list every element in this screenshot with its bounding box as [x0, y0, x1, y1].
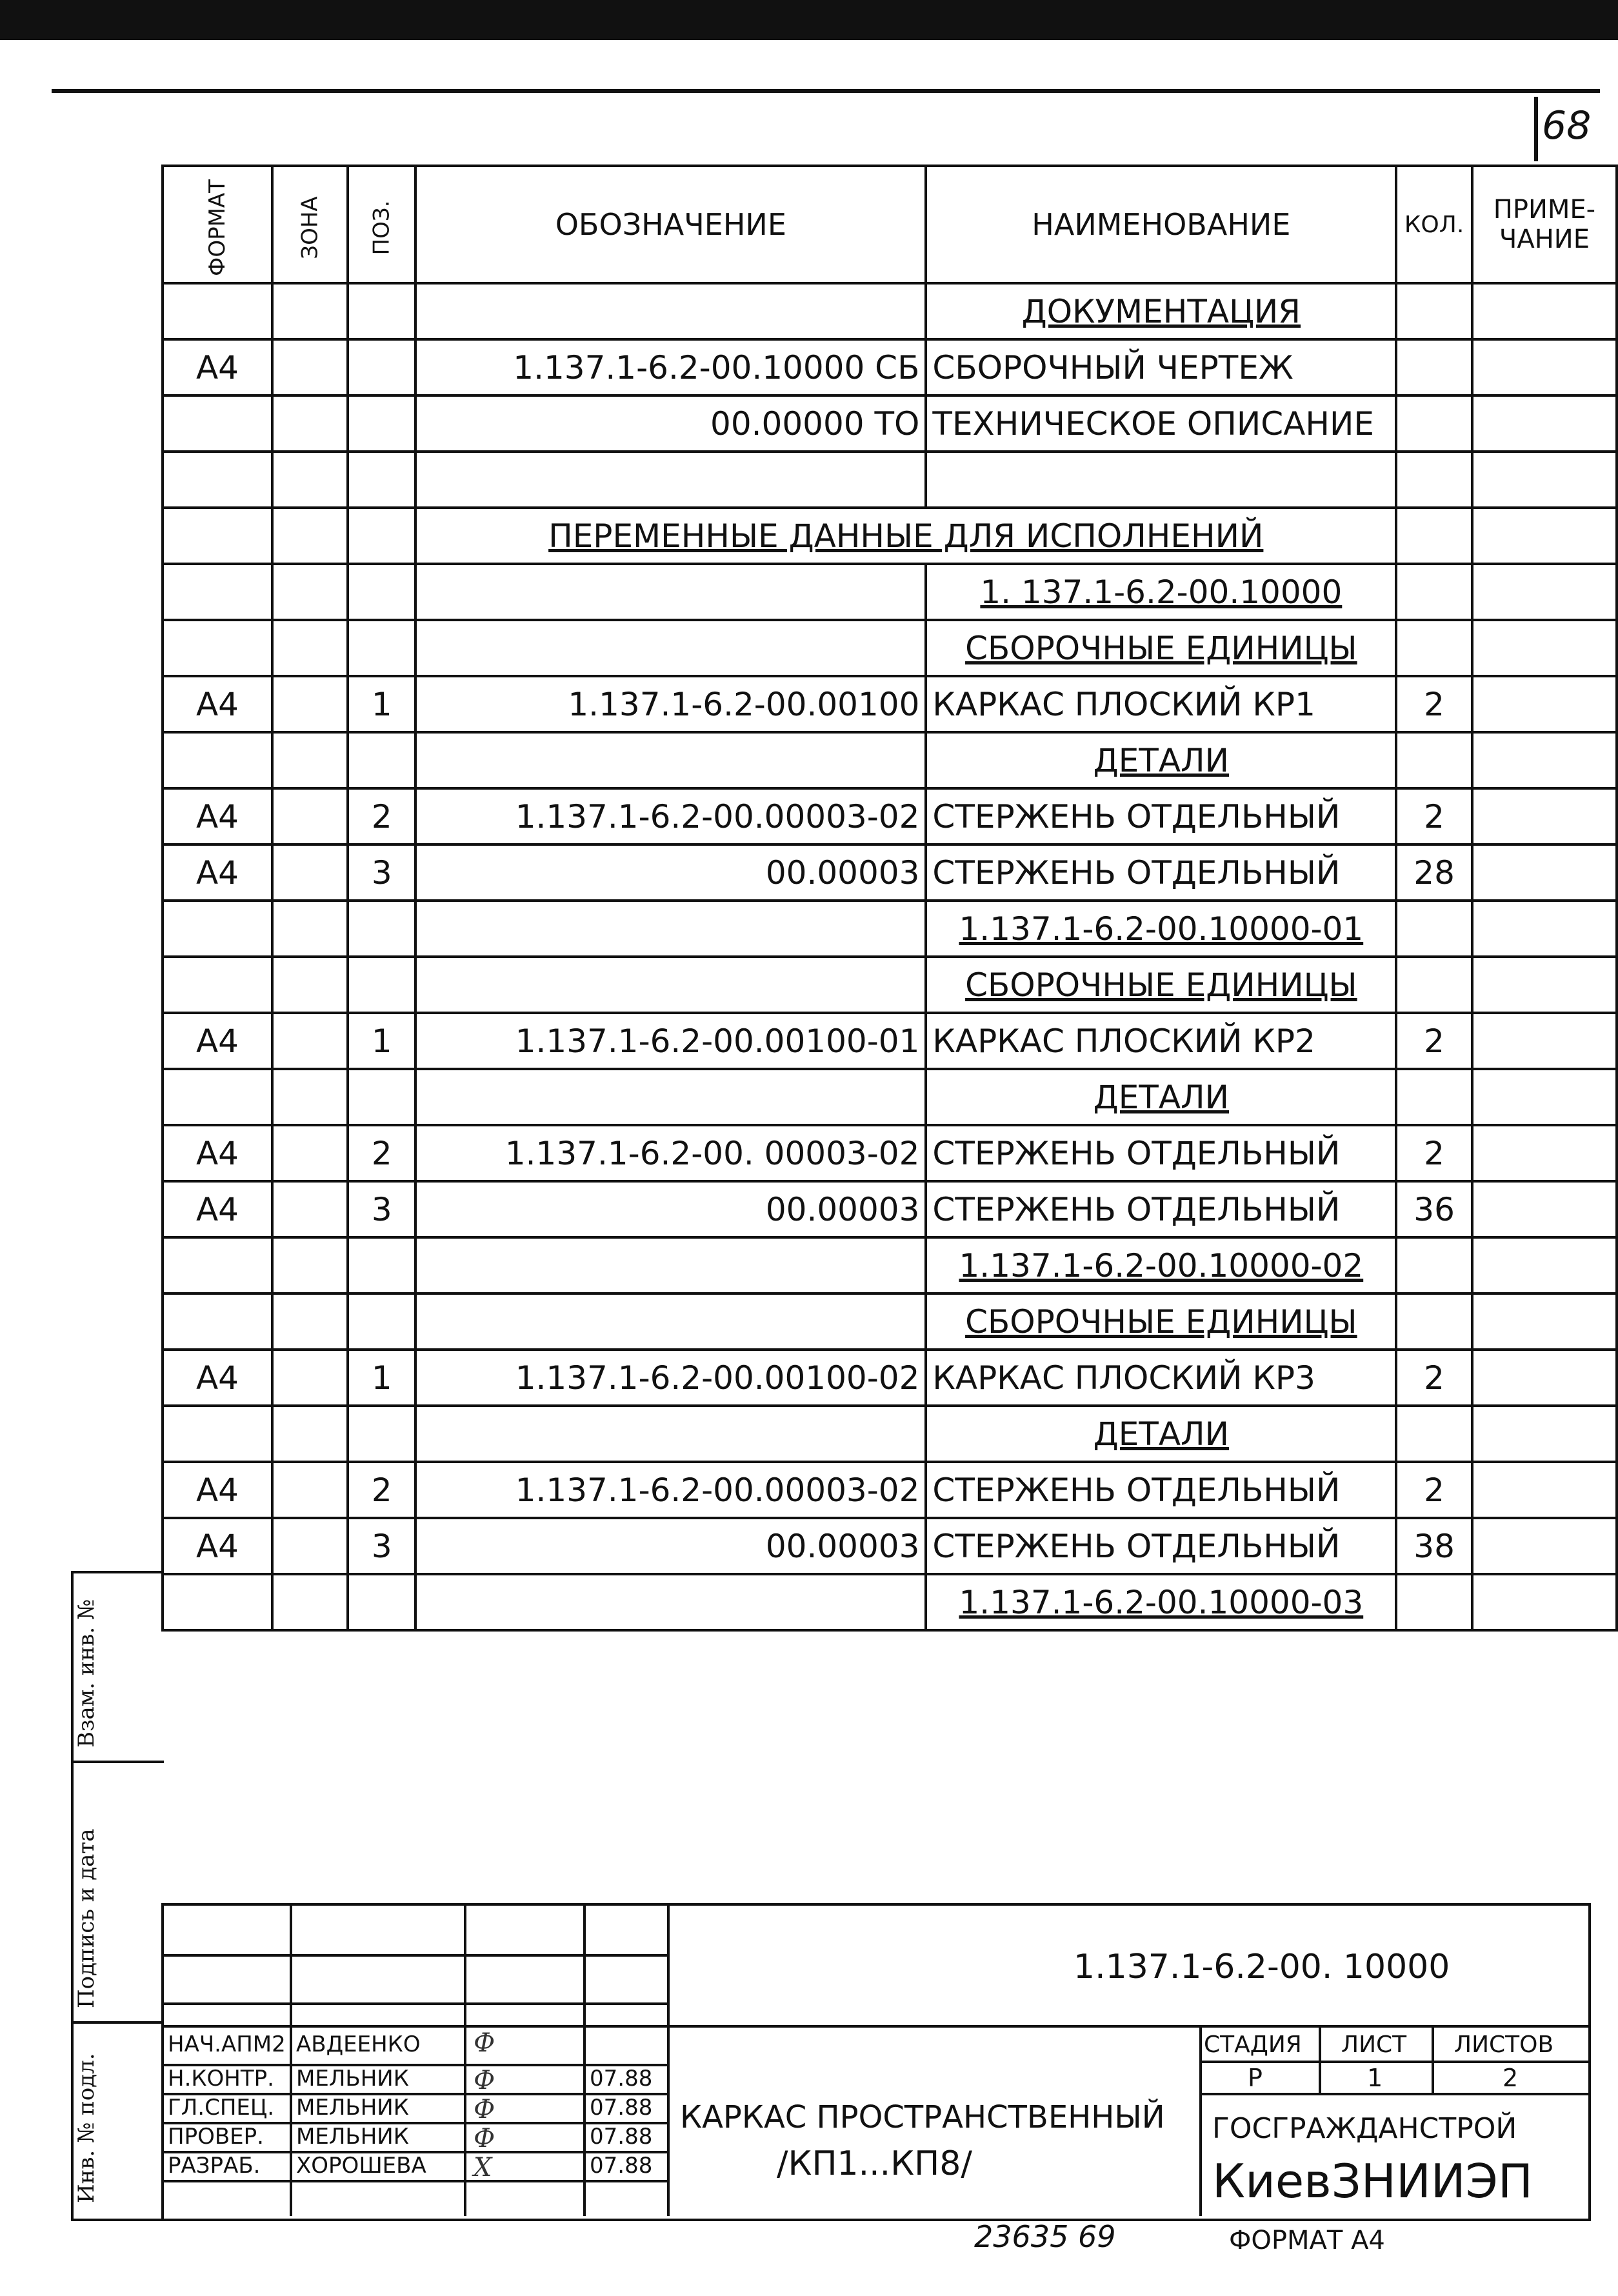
cell-note — [1472, 844, 1617, 901]
cell-zone — [272, 1293, 348, 1350]
cell-format — [163, 1069, 272, 1125]
cell-qty: 2 — [1396, 1125, 1472, 1181]
signature-4: Ф — [474, 2124, 495, 2153]
cell-note — [1472, 564, 1617, 620]
cell-designation: 1.137.1-6.2-00.00003-02 — [415, 788, 926, 844]
cell-designation — [415, 452, 926, 508]
cell-qty: 2 — [1396, 788, 1472, 844]
table-row — [163, 395, 1617, 452]
person-name: МЕЛЬНИК — [296, 2124, 409, 2150]
cell-zone — [272, 1462, 348, 1518]
cell-pos: 3 — [348, 1518, 415, 1574]
cell-zone — [272, 1350, 348, 1406]
cell-designation: 1.137.1-6.2-00.00100-01 — [415, 1013, 926, 1069]
cell-zone — [272, 1574, 348, 1630]
table-header-row — [163, 166, 1617, 283]
cell-designation: 1.137.1-6.2-00. 00003-02 — [415, 1125, 926, 1181]
cell-pos — [348, 1293, 415, 1350]
title-line-1: КАРКАС ПРОСТРАНСТВЕННЫЙ — [680, 2099, 1165, 2135]
cell-designation — [415, 901, 926, 957]
person-name: МЕЛЬНИК — [296, 2066, 409, 2091]
cell-zone — [272, 788, 348, 844]
side-inv-cell — [74, 2024, 164, 2216]
header-note: ПРИМЕ-ЧАНИЕ — [1472, 166, 1617, 283]
cell-qty — [1396, 732, 1472, 788]
cell-pos — [348, 564, 415, 620]
cell-designation — [415, 1406, 926, 1462]
cell-note — [1472, 508, 1617, 564]
person-name: АВДЕЕНКО — [296, 2031, 421, 2057]
cell-section-heading: 1.137.1-6.2-00.10000-02 — [926, 1237, 1396, 1293]
cell-pos: 3 — [348, 844, 415, 901]
table-row — [163, 1574, 1617, 1630]
cell-qty: 2 — [1396, 1350, 1472, 1406]
stage-value: Р — [1248, 2064, 1263, 2092]
cell-zone — [272, 732, 348, 788]
table-row — [163, 339, 1617, 395]
cell-zone — [272, 676, 348, 732]
table-row — [163, 732, 1617, 788]
cell-designation — [415, 1293, 926, 1350]
person-date: 07.88 — [590, 2066, 653, 2091]
cell-pos — [348, 395, 415, 452]
cell-format: А4 — [163, 1462, 272, 1518]
cell-designation: 1.137.1-6.2-00.00003-02 — [415, 1462, 926, 1518]
cell-name: СБОРОЧНЫЙ ЧЕРТЕЖ — [926, 339, 1396, 395]
cell-format: А4 — [163, 1518, 272, 1574]
org-line-2: КиевЗНИИЭП — [1212, 2154, 1533, 2208]
cell-note — [1472, 1013, 1617, 1069]
cell-pos — [348, 1406, 415, 1462]
person-role: РАЗРАБ. — [168, 2153, 261, 2179]
cell-format: А4 — [163, 844, 272, 901]
side-replace-label: Взам. инв. № — [74, 1599, 99, 1748]
cell-note — [1472, 1293, 1617, 1350]
signature-2: Ф — [474, 2066, 495, 2095]
cell-section-heading: ДЕТАЛИ — [926, 1069, 1396, 1125]
cell-pos — [348, 452, 415, 508]
org-line-1: ГОСГРАЖДАНСТРОЙ — [1212, 2112, 1517, 2145]
cell-zone — [272, 1069, 348, 1125]
table-row — [163, 788, 1617, 844]
table-row — [163, 1125, 1617, 1181]
header-pos: ПОЗ. — [348, 166, 415, 283]
cell-pos: 1 — [348, 676, 415, 732]
cell-qty: 36 — [1396, 1181, 1472, 1237]
table-row — [163, 676, 1617, 732]
side-stamp — [71, 1571, 164, 2221]
cell-name: СТЕРЖЕНЬ ОТДЕЛЬНЫЙ — [926, 844, 1396, 901]
cell-qty — [1396, 283, 1472, 339]
cell-qty — [1396, 564, 1472, 620]
cell-qty — [1396, 620, 1472, 676]
sheet-number: 68 — [1542, 103, 1592, 148]
cell-section-heading: ДЕТАЛИ — [926, 732, 1396, 788]
cell-designation: 1.137.1-6.2-00.00100 — [415, 676, 926, 732]
cell-format — [163, 395, 272, 452]
title-block — [161, 1903, 1591, 2221]
scan-top-border — [0, 0, 1618, 40]
cell-qty: 2 — [1396, 676, 1472, 732]
table-row — [163, 283, 1617, 339]
cell-designation: 00.00003 — [415, 1181, 926, 1237]
cell-note — [1472, 1350, 1617, 1406]
cell-section-heading: ДОКУМЕНТАЦИЯ — [926, 283, 1396, 339]
cell-designation — [415, 1237, 926, 1293]
header-qty: КОЛ. — [1396, 166, 1472, 283]
archive-number: 23635 69 — [974, 2219, 1116, 2254]
cell-section-heading: СБОРОЧНЫЕ ЕДИНИЦЫ — [926, 1293, 1396, 1350]
table-row — [163, 1013, 1617, 1069]
cell-note — [1472, 676, 1617, 732]
cell-pos — [348, 339, 415, 395]
cell-zone — [272, 508, 348, 564]
cell-designation — [415, 1574, 926, 1630]
cell-designation — [415, 1069, 926, 1125]
cell-section-heading: 1.137.1-6.2-00.10000-03 — [926, 1574, 1396, 1630]
cell-format — [163, 732, 272, 788]
cell-zone — [272, 1013, 348, 1069]
cell-note — [1472, 283, 1617, 339]
cell-format — [163, 283, 272, 339]
cell-zone — [272, 1406, 348, 1462]
cell-zone — [272, 1181, 348, 1237]
header-name: НАИМЕНОВАНИЕ — [926, 166, 1396, 283]
stage-label: СТАДИЯ — [1204, 2031, 1302, 2058]
table-row — [163, 1518, 1617, 1574]
format-label: ФОРМАТ А4 — [1229, 2226, 1385, 2255]
cell-note — [1472, 1574, 1617, 1630]
table-row — [163, 1293, 1617, 1350]
cell-qty — [1396, 452, 1472, 508]
table-row — [163, 1462, 1617, 1518]
cell-pos — [348, 1574, 415, 1630]
cell-qty — [1396, 1574, 1472, 1630]
cell-format — [163, 452, 272, 508]
cell-name: КАРКАС ПЛОСКИЙ КР1 — [926, 676, 1396, 732]
cell-zone — [272, 1237, 348, 1293]
side-sign-cell — [74, 1763, 164, 2024]
cell-note — [1472, 395, 1617, 452]
table-body — [163, 283, 1617, 1630]
cell-qty: 28 — [1396, 844, 1472, 901]
cell-format — [163, 620, 272, 676]
cell-zone — [272, 620, 348, 676]
cell-pos — [348, 957, 415, 1013]
cell-format — [163, 1574, 272, 1630]
cell-qty: 2 — [1396, 1013, 1472, 1069]
cell-note — [1472, 788, 1617, 844]
cell-format — [163, 508, 272, 564]
cell-pos — [348, 283, 415, 339]
signature-5: Х — [474, 2153, 492, 2182]
cell-designation — [415, 957, 926, 1013]
cell-pos: 3 — [348, 1181, 415, 1237]
table-row — [163, 1069, 1617, 1125]
cell-zone — [272, 283, 348, 339]
person-name: МЕЛЬНИК — [296, 2095, 409, 2121]
cell-name — [926, 452, 1396, 508]
cell-qty — [1396, 508, 1472, 564]
cell-pos: 2 — [348, 788, 415, 844]
table-row — [163, 564, 1617, 620]
table-row — [163, 1406, 1617, 1462]
cell-format — [163, 564, 272, 620]
cell-pos — [348, 901, 415, 957]
cell-format: А4 — [163, 1013, 272, 1069]
cell-name: КАРКАС ПЛОСКИЙ КР2 — [926, 1013, 1396, 1069]
cell-format: А4 — [163, 788, 272, 844]
table-row — [163, 1237, 1617, 1293]
cell-pos: 1 — [348, 1350, 415, 1406]
cell-format: А4 — [163, 1181, 272, 1237]
cell-name: СТЕРЖЕНЬ ОТДЕЛЬНЫЙ — [926, 788, 1396, 844]
cell-zone — [272, 452, 348, 508]
cell-designation: 00.00003 — [415, 844, 926, 901]
cell-pos: 2 — [348, 1462, 415, 1518]
person-role: ГЛ.СПЕЦ. — [168, 2095, 275, 2121]
cell-format — [163, 1293, 272, 1350]
cell-qty — [1396, 339, 1472, 395]
side-inv-label: Инв. № подл. — [74, 2053, 99, 2203]
cell-zone — [272, 957, 348, 1013]
cell-pos — [348, 620, 415, 676]
cell-designation: 00.00000 ТО — [415, 395, 926, 452]
cell-qty: 2 — [1396, 1462, 1472, 1518]
cell-section-heading: СБОРОЧНЫЕ ЕДИНИЦЫ — [926, 957, 1396, 1013]
cell-note — [1472, 452, 1617, 508]
cell-zone — [272, 564, 348, 620]
cell-variable-data-heading: ПЕРЕМЕННЫЕ ДАННЫЕ ДЛЯ ИСПОЛНЕНИЙ — [415, 508, 1396, 564]
signature-1: Ф — [474, 2028, 495, 2058]
title-line-2: /КП1...КП8/ — [777, 2144, 972, 2183]
cell-format: А4 — [163, 339, 272, 395]
cell-pos — [348, 1237, 415, 1293]
cell-pos: 2 — [348, 1125, 415, 1181]
cell-designation: 00.00003 — [415, 1518, 926, 1574]
cell-zone — [272, 1125, 348, 1181]
table-row — [163, 1350, 1617, 1406]
cell-format: А4 — [163, 676, 272, 732]
header-format: ФОРМАТ — [163, 166, 272, 283]
cell-format — [163, 901, 272, 957]
sheet-number-mark — [1534, 97, 1538, 161]
specification-table — [161, 165, 1618, 1632]
cell-name: ТЕХНИЧЕСКОЕ ОПИСАНИЕ — [926, 395, 1396, 452]
cell-section-heading: ДЕТАЛИ — [926, 1406, 1396, 1462]
cell-qty — [1396, 901, 1472, 957]
cell-format — [163, 1237, 272, 1293]
cell-note — [1472, 901, 1617, 957]
cell-pos: 1 — [348, 1013, 415, 1069]
header-designation: ОБОЗНАЧЕНИЕ — [415, 166, 926, 283]
cell-note — [1472, 1406, 1617, 1462]
cell-note — [1472, 1181, 1617, 1237]
cell-qty — [1396, 1406, 1472, 1462]
cell-designation — [415, 732, 926, 788]
cell-designation — [415, 564, 926, 620]
sheet-label: ЛИСТ — [1341, 2031, 1407, 2058]
side-sign-label: Подпись и дата — [74, 1828, 99, 2008]
cell-name: СТЕРЖЕНЬ ОТДЕЛЬНЫЙ — [926, 1125, 1396, 1181]
cell-zone — [272, 1518, 348, 1574]
sheets-label: ЛИСТОВ — [1454, 2031, 1554, 2058]
cell-qty — [1396, 395, 1472, 452]
person-date: 07.88 — [590, 2153, 653, 2179]
cell-format — [163, 1406, 272, 1462]
cell-designation: 1.137.1-6.2-00.10000 СБ — [415, 339, 926, 395]
cell-designation — [415, 620, 926, 676]
cell-note — [1472, 1125, 1617, 1181]
cell-zone — [272, 395, 348, 452]
table-row — [163, 452, 1617, 508]
cell-name: СТЕРЖЕНЬ ОТДЕЛЬНЫЙ — [926, 1181, 1396, 1237]
cell-section-heading: СБОРОЧНЫЕ ЕДИНИЦЫ — [926, 620, 1396, 676]
person-role: Н.КОНТР. — [168, 2066, 274, 2091]
cell-qty: 38 — [1396, 1518, 1472, 1574]
sheets-value: 2 — [1503, 2064, 1519, 2092]
cell-section-heading: 1.137.1-6.2-00.10000-01 — [926, 901, 1396, 957]
cell-name: СТЕРЖЕНЬ ОТДЕЛЬНЫЙ — [926, 1462, 1396, 1518]
cell-note — [1472, 957, 1617, 1013]
table-row — [163, 844, 1617, 901]
cell-note — [1472, 620, 1617, 676]
header-zone: ЗОНА — [272, 166, 348, 283]
document-code: 1.137.1-6.2-00. 10000 — [1074, 1948, 1450, 1986]
cell-name: СТЕРЖЕНЬ ОТДЕЛЬНЫЙ — [926, 1518, 1396, 1574]
cell-qty — [1396, 957, 1472, 1013]
cell-note — [1472, 1462, 1617, 1518]
sheet-value: 1 — [1367, 2064, 1383, 2092]
cell-note — [1472, 1069, 1617, 1125]
person-date: 07.88 — [590, 2095, 653, 2121]
table-row — [163, 901, 1617, 957]
cell-note — [1472, 732, 1617, 788]
cell-zone — [272, 339, 348, 395]
table-row — [163, 620, 1617, 676]
cell-pos — [348, 1069, 415, 1125]
cell-section-heading: 1. 137.1-6.2-00.10000 — [926, 564, 1396, 620]
table-row — [163, 508, 1617, 564]
table-row — [163, 1181, 1617, 1237]
cell-qty — [1396, 1237, 1472, 1293]
cell-note — [1472, 1518, 1617, 1574]
cell-pos — [348, 732, 415, 788]
table-row — [163, 957, 1617, 1013]
cell-qty — [1396, 1293, 1472, 1350]
cell-zone — [272, 901, 348, 957]
person-role: НАЧ.АПМ2 — [168, 2031, 286, 2057]
cell-zone — [272, 844, 348, 901]
cell-note — [1472, 1237, 1617, 1293]
cell-qty — [1396, 1069, 1472, 1125]
signature-3: Ф — [474, 2095, 495, 2124]
cell-format — [163, 957, 272, 1013]
cell-format: А4 — [163, 1125, 272, 1181]
side-replace-cell — [74, 1573, 164, 1763]
cell-note — [1472, 339, 1617, 395]
person-role: ПРОВЕР. — [168, 2124, 264, 2150]
cell-name: КАРКАС ПЛОСКИЙ КР3 — [926, 1350, 1396, 1406]
cell-designation — [415, 283, 926, 339]
cell-designation: 1.137.1-6.2-00.00100-02 — [415, 1350, 926, 1406]
cell-format: А4 — [163, 1350, 272, 1406]
cell-pos — [348, 508, 415, 564]
person-date: 07.88 — [590, 2124, 653, 2150]
person-name: ХОРОШЕВА — [296, 2153, 426, 2179]
top-rule — [52, 89, 1600, 93]
